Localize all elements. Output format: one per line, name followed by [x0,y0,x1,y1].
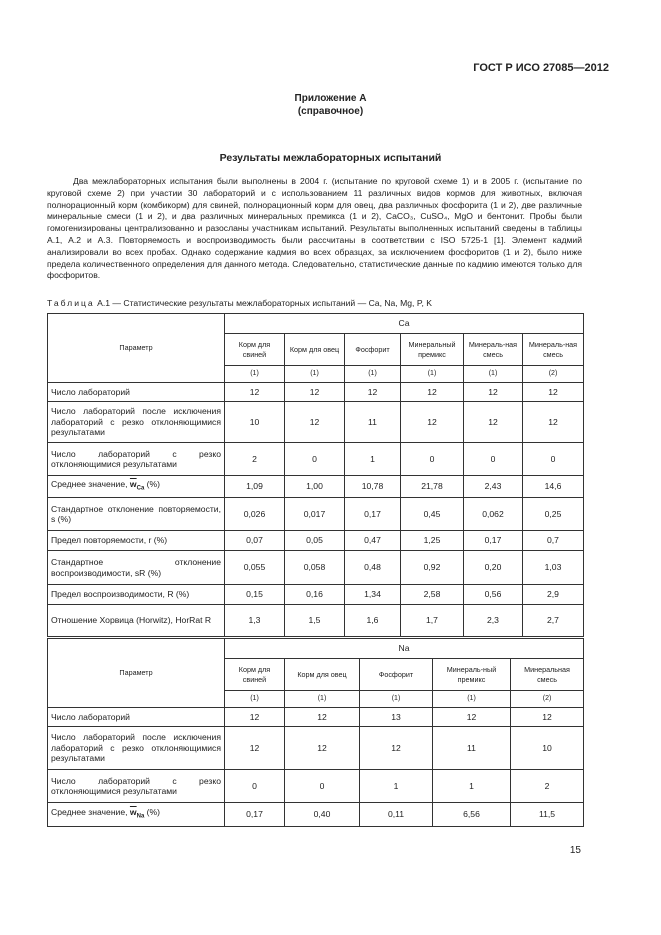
value-cell: 1,03 [523,551,584,585]
value-cell: 1,7 [401,605,464,637]
standard-code: ГОСТ Р ИСО 27085—2012 [473,62,609,74]
table-row [48,551,584,585]
round-cell: (1) [464,366,523,383]
col-header: Минераль-ная смесь [523,334,584,366]
round-cell: (1) [285,366,345,383]
table-row [48,727,584,770]
value-cell: 0,17 [345,498,401,531]
round-cell: (2) [511,691,584,708]
table-caption [47,298,432,308]
col-header: Минеральная смесь [511,659,584,691]
table-row [48,605,584,637]
mean-unit: (%) [144,478,161,489]
value-cell: 12 [225,383,285,402]
row-label: Число лабораторий после исключения лабораторий с резко отклоняющимися результатами [48,402,225,443]
col-header: Корм для овец [285,334,345,366]
value-cell: 1,5 [285,605,345,637]
value-cell: 0,15 [225,585,285,605]
value-cell: 12 [511,708,584,727]
value-cell: 0,92 [401,551,464,585]
value-cell: 0,48 [345,551,401,585]
value-cell: 10,78 [345,476,401,498]
value-cell: 0,058 [285,551,345,585]
value-cell: 13 [360,708,433,727]
value-cell: 1,00 [285,476,345,498]
value-cell: 0,16 [285,585,345,605]
table-na [47,638,584,827]
value-cell: 1,25 [401,531,464,551]
value-cell: 0,07 [225,531,285,551]
row-label: Число лабораторий [48,383,225,402]
row-label: Стандартное отклонение воспроизводимости, sR (%) [48,551,225,585]
value-cell: 0,055 [225,551,285,585]
round-cell: (2) [523,366,584,383]
value-cell: 0 [285,443,345,476]
value-cell: 11 [433,727,511,770]
value-cell: 1,34 [345,585,401,605]
element-header: Na [225,639,584,659]
value-cell: 1,09 [225,476,285,498]
mean-subscript: Na [136,813,145,820]
value-cell: 12 [285,708,360,727]
value-cell: 12 [464,383,523,402]
value-cell: 2,58 [401,585,464,605]
row-label: Предел повторяемости, r (%) [48,531,225,551]
value-cell: 11,5 [511,803,584,827]
col-header: Минеральный премикс [401,334,464,366]
element-header: Ca [225,314,584,334]
value-cell: 2 [511,770,584,803]
value-cell: 0 [285,770,360,803]
value-cell: 6,56 [433,803,511,827]
mean-label: Среднее значение, [51,478,130,489]
value-cell: 12 [523,383,584,402]
value-cell: 12 [285,383,345,402]
col-header: Корм для свиней [225,334,285,366]
value-cell: 0 [464,443,523,476]
value-cell: 1 [345,443,401,476]
table-row [48,803,584,827]
value-cell: 0,20 [464,551,523,585]
value-cell: 0,17 [225,803,285,827]
table-row [48,708,584,727]
value-cell: 2,9 [523,585,584,605]
value-cell: 0,062 [464,498,523,531]
value-cell: 12 [285,402,345,443]
intro-paragraph: Два межлабораторных испытания были выполнены в 2004 г. (испытание по круговой схеме 1) и в 2005 г. (испытание по круговой схеме 2) при участии 30 лабораторий и с использованием 11 различных видов кормов для животных, включая полнорационный корм (комбикорм) для свиней, полнорационный корм для овец, два различных фосфорита (1 и 2), две различные минеральные смеси (1 и 2), и два различных минеральных премикса (1 и 2), CaCO₃, CuSO₄, MgO и бентонит. Пробы были гомогенизированы централизованно и разосланы участникам испытаний. Результаты выполненных испытаний сведены в таблицы А.1, А.2 и А.3. Повторяемость и воспроизводимость были рассчитаны в соответствии с ISO 5725-1 [1]. Элемент кадмий анализировали во всех пробах. Однако содержание кадмия во всех образцах, за исключением фосфоритов (1 и 2), было ниже предела количественного определения для данного метода. Следовательно, статистические данные по кадмию имеются только для фосфоритов. [47,176,582,281]
table-row [48,585,584,605]
row-label [48,803,225,827]
page-number: 15 [569,845,581,856]
round-cell: (1) [360,691,433,708]
value-cell: 0,47 [345,531,401,551]
value-cell: 12 [225,727,285,770]
table-ca [47,313,584,637]
mean-subscript: Ca [136,485,145,492]
col-header: Минераль-ная смесь [464,334,523,366]
annex-heading [0,92,661,118]
mean-symbol: $\overline{w}$ [129,478,137,489]
value-cell: 10 [225,402,285,443]
value-cell: 2,7 [523,605,584,637]
value-cell: 2 [225,443,285,476]
round-cell: (1) [225,366,285,383]
value-cell: 12 [523,402,584,443]
col-header: Корм для овец [285,659,360,691]
value-cell: 10 [511,727,584,770]
row-label: Число лабораторий с резко отклоняющимися результатами [48,770,225,803]
value-cell: 14,6 [523,476,584,498]
value-cell: 0,017 [285,498,345,531]
value-cell: 1 [360,770,433,803]
value-cell: 12 [401,402,464,443]
value-cell: 11 [345,402,401,443]
round-cell: (1) [345,366,401,383]
col-header: Минераль-ный премикс [433,659,511,691]
value-cell: 1,3 [225,605,285,637]
value-cell: 12 [433,708,511,727]
col-header: Корм для свиней [225,659,285,691]
value-cell: 12 [225,708,285,727]
row-label: Отношение Хорвица (Horwitz), HorRat R [48,605,225,637]
row-label: Число лабораторий после исключения лабораторий с резко отклоняющимися результатами [48,727,225,770]
round-cell: (1) [225,691,285,708]
table-row [48,770,584,803]
value-cell: 12 [360,727,433,770]
col-header: Фосфорит [360,659,433,691]
value-cell: 0,17 [464,531,523,551]
value-cell: 0,25 [523,498,584,531]
col-header: Фосфорит [345,334,401,366]
value-cell: 21,78 [401,476,464,498]
row-label: Предел воспроизводимости, R (%) [48,585,225,605]
value-cell: 0,11 [360,803,433,827]
value-cell: 1 [433,770,511,803]
value-cell: 12 [464,402,523,443]
value-cell: 12 [285,727,360,770]
section-title: Результаты межлабораторных испытаний [219,152,442,164]
value-cell: 0,05 [285,531,345,551]
table-row [48,383,584,402]
value-cell: 0 [401,443,464,476]
round-cell: (1) [433,691,511,708]
value-cell: 2,3 [464,605,523,637]
mean-symbol: $\overline{w}$ [129,806,137,817]
caption-prefix: Таблица [47,298,95,308]
value-cell: 0,7 [523,531,584,551]
annex-title: Приложение А [294,93,367,104]
annex-subtitle: (справочное) [297,106,364,117]
value-cell: 0,56 [464,585,523,605]
param-header: Параметр [48,639,225,708]
table-row [48,402,584,443]
mean-label: Среднее значение, [51,806,130,817]
round-cell: (1) [285,691,360,708]
caption-text: А.1 — Статистические результаты межлабораторных испытаний — Ca, Na, Mg, P, K [94,298,432,308]
value-cell: 0 [523,443,584,476]
table-row [48,476,584,498]
value-cell: 0 [225,770,285,803]
value-cell: 0,40 [285,803,360,827]
value-cell: 0,026 [225,498,285,531]
value-cell: 1,6 [345,605,401,637]
row-label: Число лабораторий [48,708,225,727]
value-cell: 0,45 [401,498,464,531]
value-cell: 12 [401,383,464,402]
value-cell: 2,43 [464,476,523,498]
param-header: Параметр [48,314,225,383]
table-row [48,498,584,531]
table-row [48,443,584,476]
value-cell: 12 [345,383,401,402]
round-cell: (1) [401,366,464,383]
row-label: Число лабораторий с резко отклоняющимися результатами [48,443,225,476]
row-label [48,476,225,498]
mean-unit: (%) [144,806,161,817]
row-label: Стандартное отклонение повторяемости, s (%) [48,498,225,531]
table-row [48,531,584,551]
